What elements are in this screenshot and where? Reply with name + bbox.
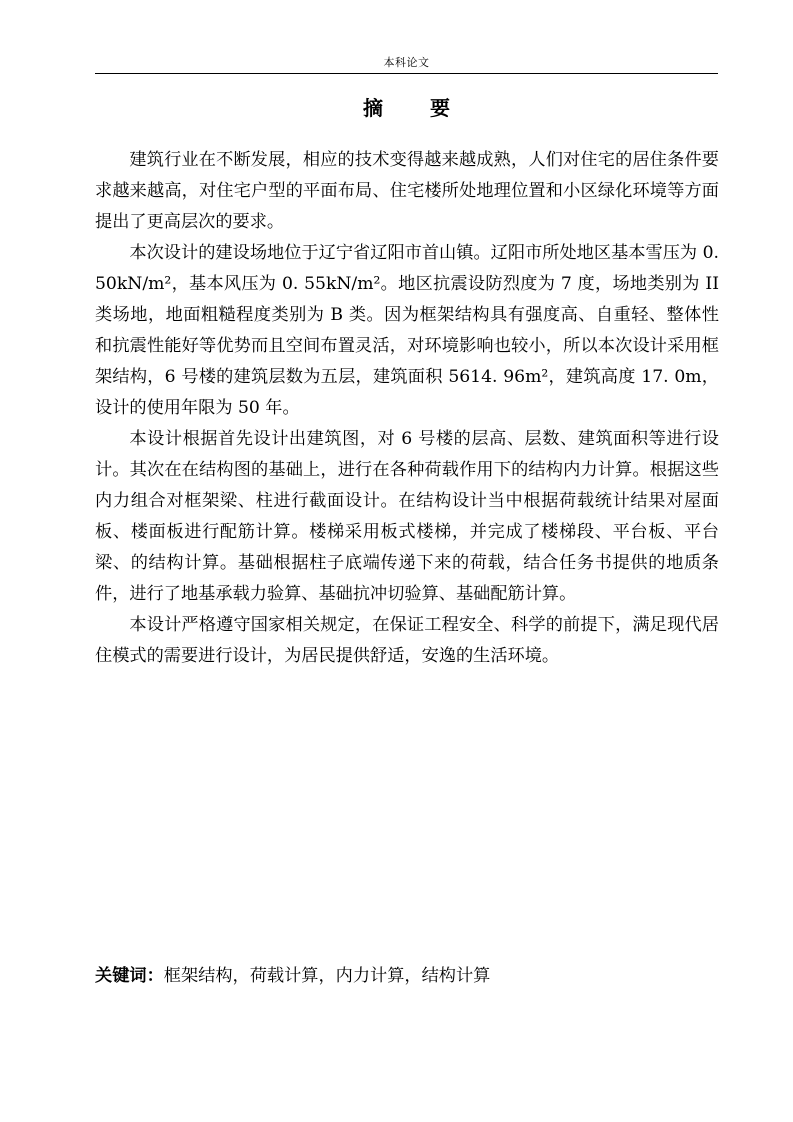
abstract-paragraph-1: 建筑行业在不断发展，相应的技术变得越来越成熟，人们对住宅的居住条件要求越来越高，对住宅户型的平面布局、住宅楼所处地理位置和小区绿化环境等方面提出了更高层次的要求。 — [95, 150, 719, 232]
abstract-body — [95, 145, 719, 672]
header-divider — [95, 73, 718, 74]
page-title — [95, 94, 718, 122]
keywords-value: 框架结构，荷载计算，内力计算，结构计算 — [163, 966, 491, 986]
keywords-line — [95, 963, 719, 989]
title-char-1: 摘 — [363, 96, 384, 120]
title-char-2: 要 — [429, 96, 450, 120]
abstract-paragraph-3: 本设计根据首先设计出建筑图，对 6 号楼的层高、层数、建筑面积等进行设计。其次在在结构图的基础上，进行在各种荷载作用下的结构内力计算。根据这些内力组合对框架梁、柱进行截面设计。在结构设计当中根据荷载统计结果对屋面板、楼面板进行配筋计算。楼梯采用板式楼梯，并完成了楼梯段、平台板、平台梁、的结构计算。基础根据柱子底端传递下来的荷载，结合任务书提供的地质条件，进行了地基承载力验算、基础抗冲切验算、基础配筋计算。 — [95, 429, 719, 604]
running-header: 本科论文 — [383, 56, 430, 69]
abstract-paragraph-4: 本设计严格遵守国家相关规定，在保证工程安全、科学的前提下，满足现代居住模式的需要进行设计，为居民提供舒适，安逸的生活环境。 — [95, 615, 719, 666]
abstract-paragraph-2: 本次设计的建设场地位于辽宁省辽阳市首山镇。辽阳市所处地区基本雪压为 0. 50kN/m²，基本风压为 0. 55kN/m²。地区抗震设防烈度为 7 度，场地类别为 II 类场地，地面粗糙程度类别为 B 类。因为框架结构具有强度高、自重轻、整体性和抗震性能好等优势而且空间布置灵活，对环境影响也较小，所以本次设计采用框架结构，6 号楼的建筑层数为五层，建筑面积 5614. 96m²，建筑高度 17. 0m，设计的使用年限为 50 年。 — [95, 243, 719, 418]
keywords-label: 关键词： — [95, 966, 164, 986]
